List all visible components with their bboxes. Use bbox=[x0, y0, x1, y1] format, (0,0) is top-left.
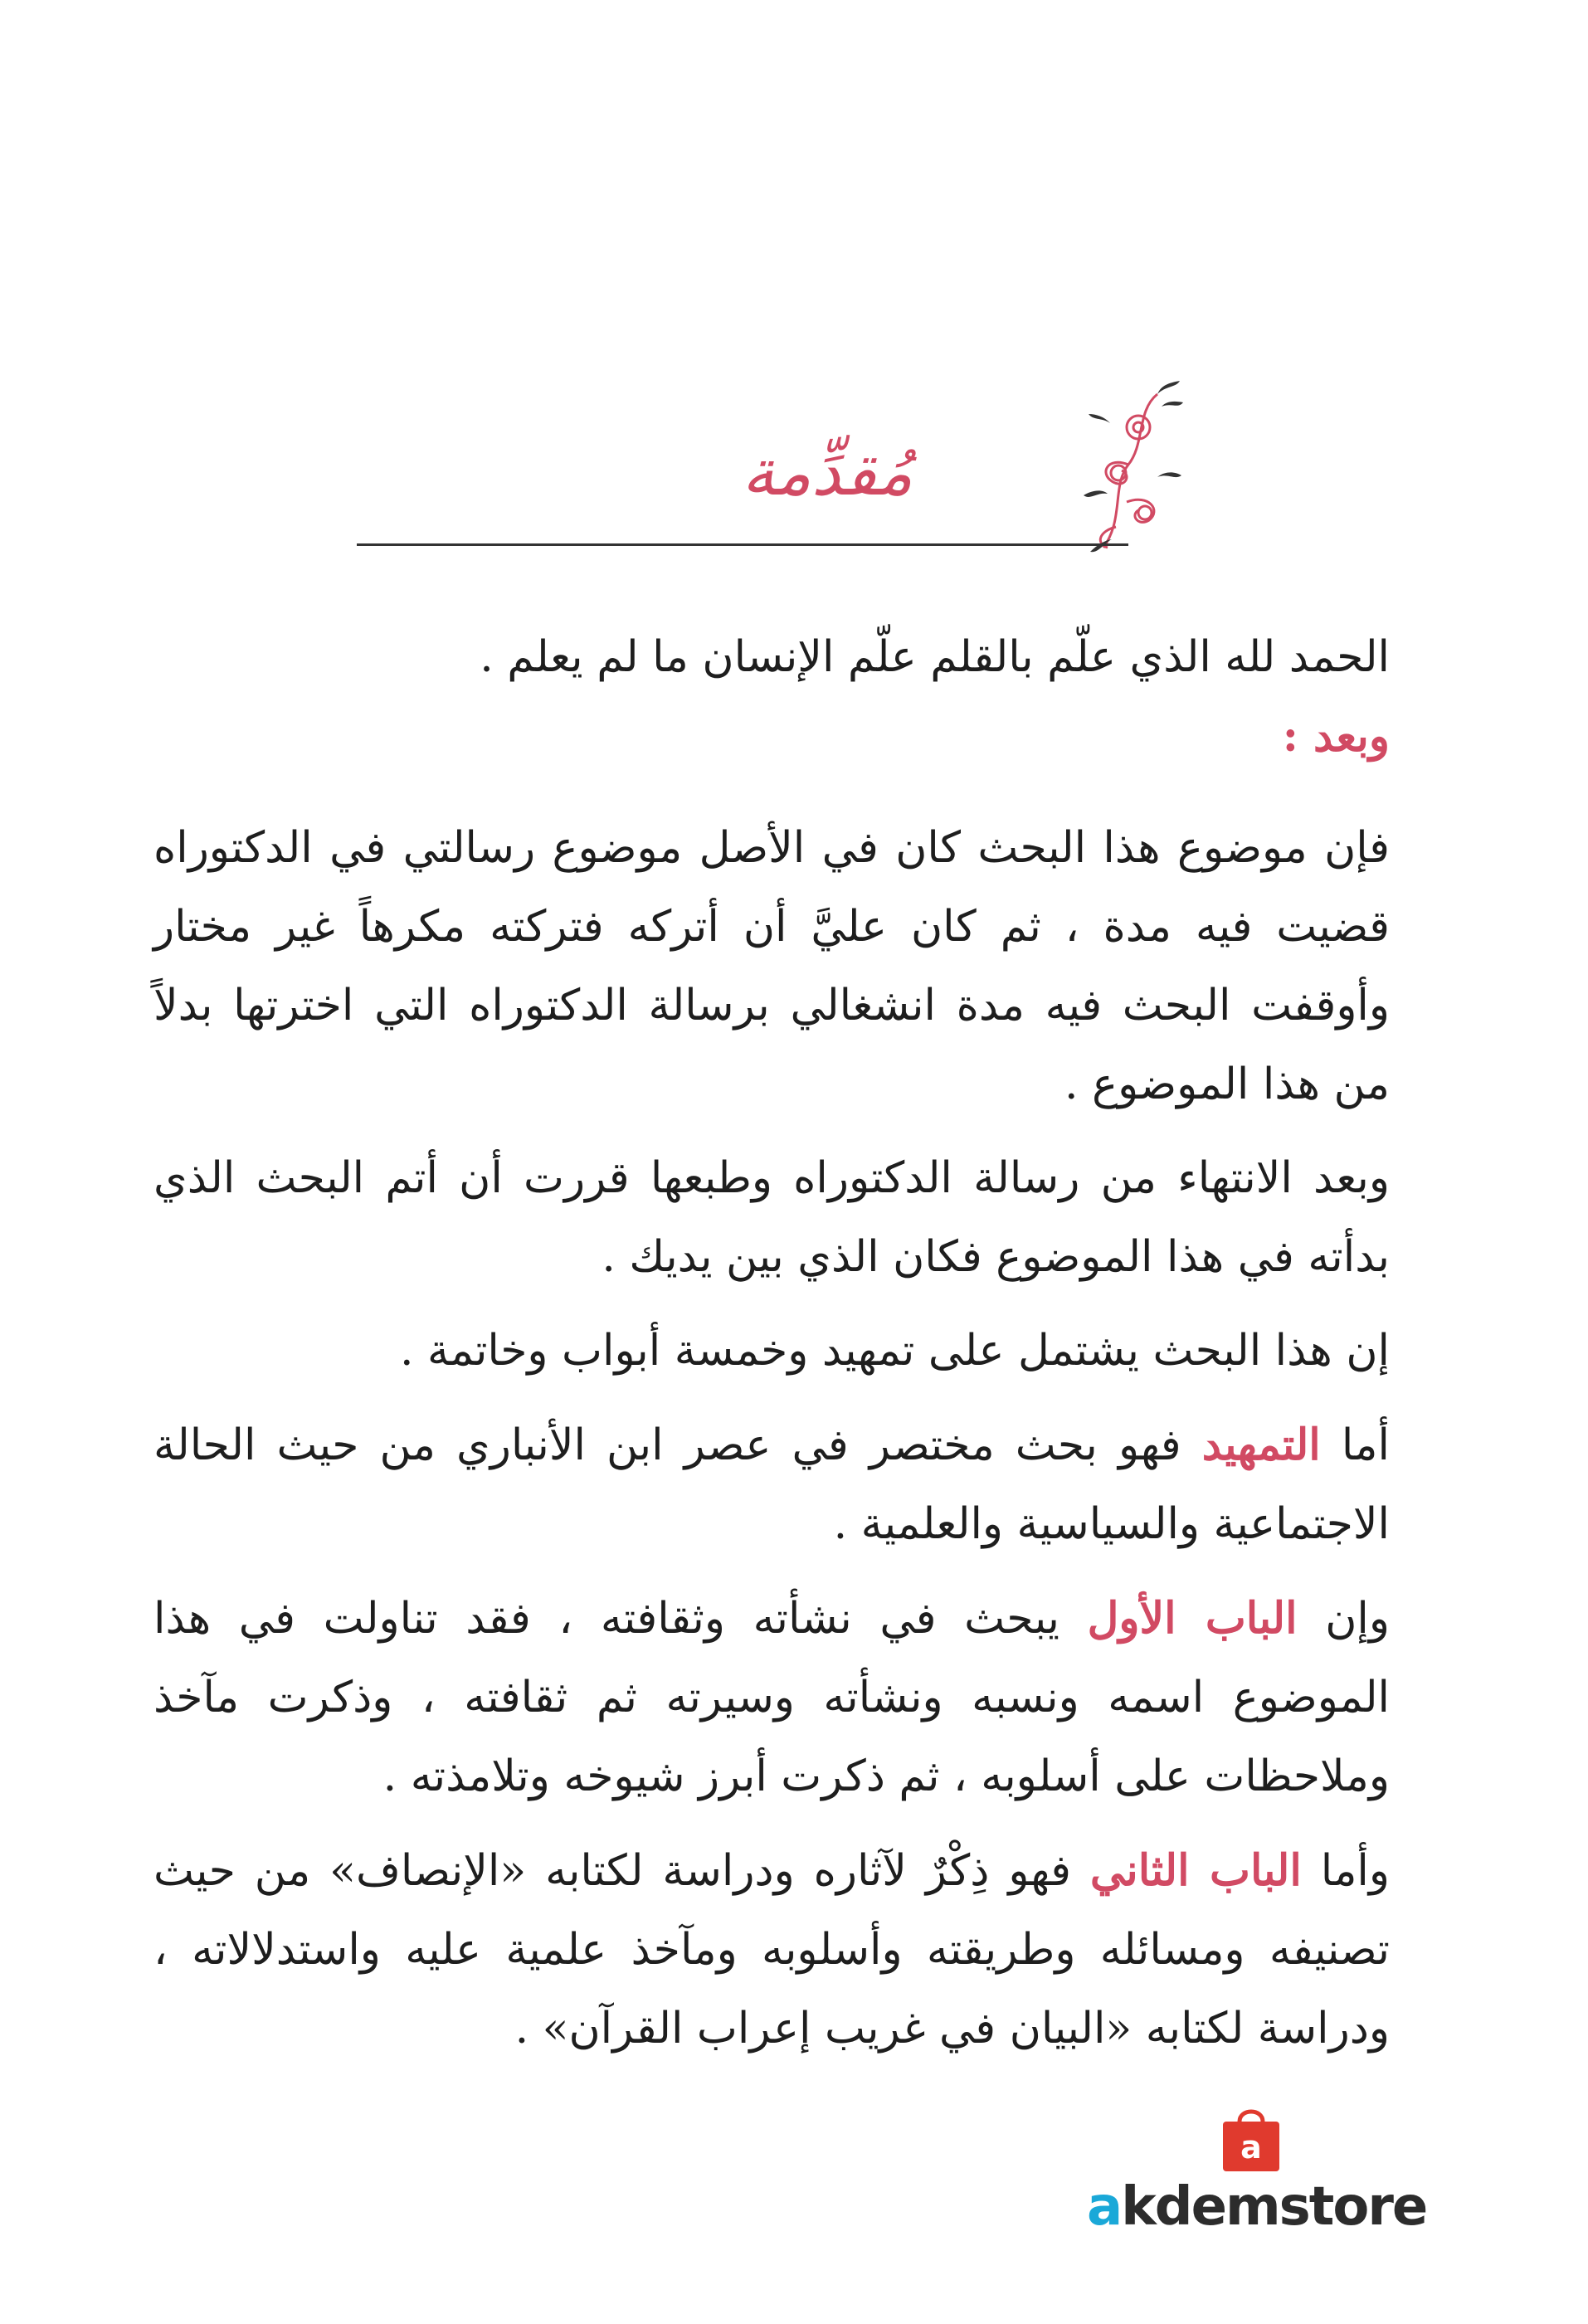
opening-line: الحمد لله الذي علّم بالقلم علّم الإنسان ما لم يعلم . bbox=[480, 632, 1390, 682]
paragraph-5 bbox=[153, 1579, 1390, 1816]
paragraph-6-pre: وأما bbox=[1301, 1846, 1390, 1896]
paragraph-6 bbox=[153, 1831, 1390, 2068]
paragraph-4-pre: أما bbox=[1320, 1420, 1390, 1470]
chapter-header bbox=[357, 378, 1186, 568]
paragraph-1: فإن موضوع هذا البحث كان في الأصل موضوع رسالتي في الدكتوراه قضيت فيه مدة ، ثم كان عليَّ أن أتركه فتركته مكرهاً غير مختار وأوقفت البحث فيه مدة انشغالي برسالة الدكتوراه التي اخترتها بدلاً من هذا الموضوع . bbox=[153, 823, 1390, 1109]
shopping-bag-icon bbox=[1220, 2103, 1283, 2173]
svg-text:a: a bbox=[1240, 2129, 1262, 2166]
highlight-chapter-two: الباب الثاني bbox=[1089, 1845, 1302, 1896]
paragraph-4-post: فهو بحث مختصر في عصر ابن الأنباري من حيث الحالة الاجتماعية والسياسية والعلمية . bbox=[153, 1420, 1390, 1549]
title-divider bbox=[357, 543, 1128, 546]
body-text bbox=[153, 618, 1390, 2083]
store-logo bbox=[1087, 2103, 1427, 2244]
paragraph-6-post: فهو ذِكْرٌ لآثاره ودراسة لكتابه «الإنصاف» من حيث تصنيفه ومسائله وطريقته وأسلوبه ومآخذ علمية عليه واستدلالاته ، ودراسة لكتابه «البيان في غريب إعراب القرآن» . bbox=[153, 1846, 1390, 2054]
paragraph-5-post: يبحث في نشأته وثقافته ، فقد تناولت في هذا الموضوع اسمه ونسبه ونشأته وسيرته ثم ثقافته ، وذكرت مآخذ وملاحظات على أسلوبه ، ثم ذكرت أبرز شيوخه وتلامذته . bbox=[153, 1594, 1391, 1801]
lead-heading: وبعد : bbox=[1282, 711, 1390, 762]
paragraph-4 bbox=[153, 1406, 1390, 1564]
highlight-chapter-one: الباب الأول bbox=[1087, 1593, 1298, 1644]
paragraph-5-pre: وإن bbox=[1297, 1594, 1390, 1644]
logo-wordmark: akdemstore bbox=[1087, 2176, 1427, 2238]
paragraph-2: وبعد الانتهاء من رسالة الدكتوراه وطبعها قررت أن أتم البحث الذي بدأته في هذا الموضوع فكان الذي بين يديك . bbox=[153, 1153, 1390, 1282]
highlight-tamheed: التمهيد bbox=[1201, 1420, 1321, 1470]
page-title: مُقدِّمة bbox=[742, 436, 913, 510]
floral-ornament-icon bbox=[1079, 378, 1186, 556]
paragraph-3: إن هذا البحث يشتمل على تمهيد وخمسة أبواب وخاتمة . bbox=[399, 1326, 1390, 1376]
